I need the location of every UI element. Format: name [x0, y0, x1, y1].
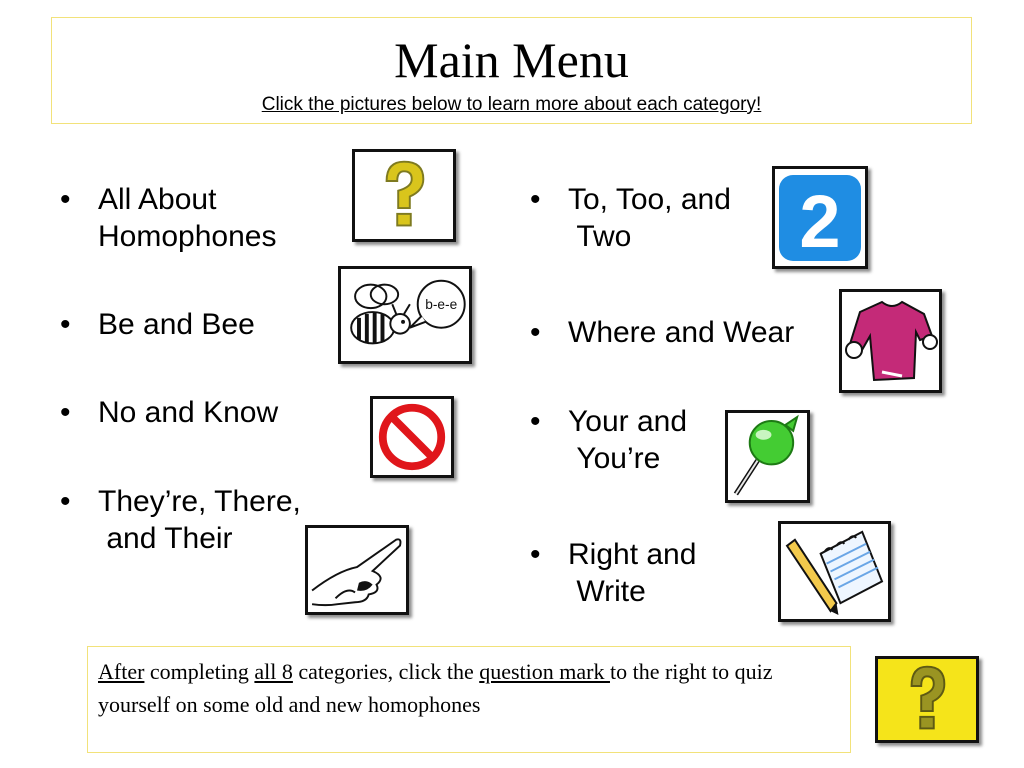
shirt-button[interactable]	[839, 289, 942, 393]
question-mark-icon	[878, 659, 976, 740]
bullet-dot: •	[60, 183, 71, 216]
pointing-hand-button[interactable]	[305, 525, 409, 615]
bee-icon	[341, 269, 469, 361]
bullet-dot: •	[60, 485, 71, 518]
bee-button[interactable]	[338, 266, 472, 364]
pencil-notepad-button[interactable]	[778, 521, 891, 622]
footer-text: to the right to quiz yourself on some old and new homophones	[98, 659, 773, 717]
question-mark-icon	[355, 152, 453, 239]
list-item-label: All About Homophones	[98, 183, 277, 253]
instructions-box	[87, 646, 851, 753]
list-item-label: Be and Bee	[98, 308, 255, 341]
page-title: Main Menu	[394, 32, 629, 88]
bullet-dot: •	[530, 405, 541, 438]
bullet-dot: •	[530, 183, 541, 216]
page-subtitle: Click the pictures below to learn more about each category!	[261, 94, 762, 115]
shirt-icon	[842, 292, 939, 390]
header-box	[51, 17, 972, 124]
no-sign-icon	[373, 399, 451, 475]
svg-text:b-e-e: b-e-e	[425, 297, 458, 313]
footer-question-mark: question mark	[479, 659, 610, 684]
svg-text:2: 2	[799, 180, 841, 263]
bullet-dot: •	[530, 538, 541, 571]
list-item-label: Your and You’re	[568, 405, 688, 475]
bullet-dot: •	[530, 316, 541, 349]
number-two-icon	[775, 169, 865, 266]
list-item-label: No and Know	[98, 396, 279, 429]
bullet-dot: •	[60, 396, 71, 429]
footer-text: categories, click the	[292, 659, 480, 684]
footer-all-8: all 8	[254, 659, 293, 684]
lollipop-icon	[728, 413, 807, 500]
bullet-dot: •	[60, 308, 71, 341]
footer-after: After	[98, 659, 145, 684]
pointing-hand-icon	[308, 528, 406, 612]
footer-text: completing	[144, 659, 255, 684]
lollipop-button[interactable]	[725, 410, 810, 503]
pencil-notepad-icon	[781, 524, 888, 619]
list-item-label: To, Too, and Two	[568, 183, 731, 253]
list-item-label: Right and Write	[568, 538, 697, 608]
list-item-label: They’re, There, and Their	[98, 485, 301, 555]
question-mark-button[interactable]	[352, 149, 456, 242]
quiz-question-mark-button[interactable]	[875, 656, 979, 743]
list-item-label: Where and Wear	[568, 316, 795, 349]
no-sign-button[interactable]	[370, 396, 454, 478]
number-two-button[interactable]	[772, 166, 868, 269]
